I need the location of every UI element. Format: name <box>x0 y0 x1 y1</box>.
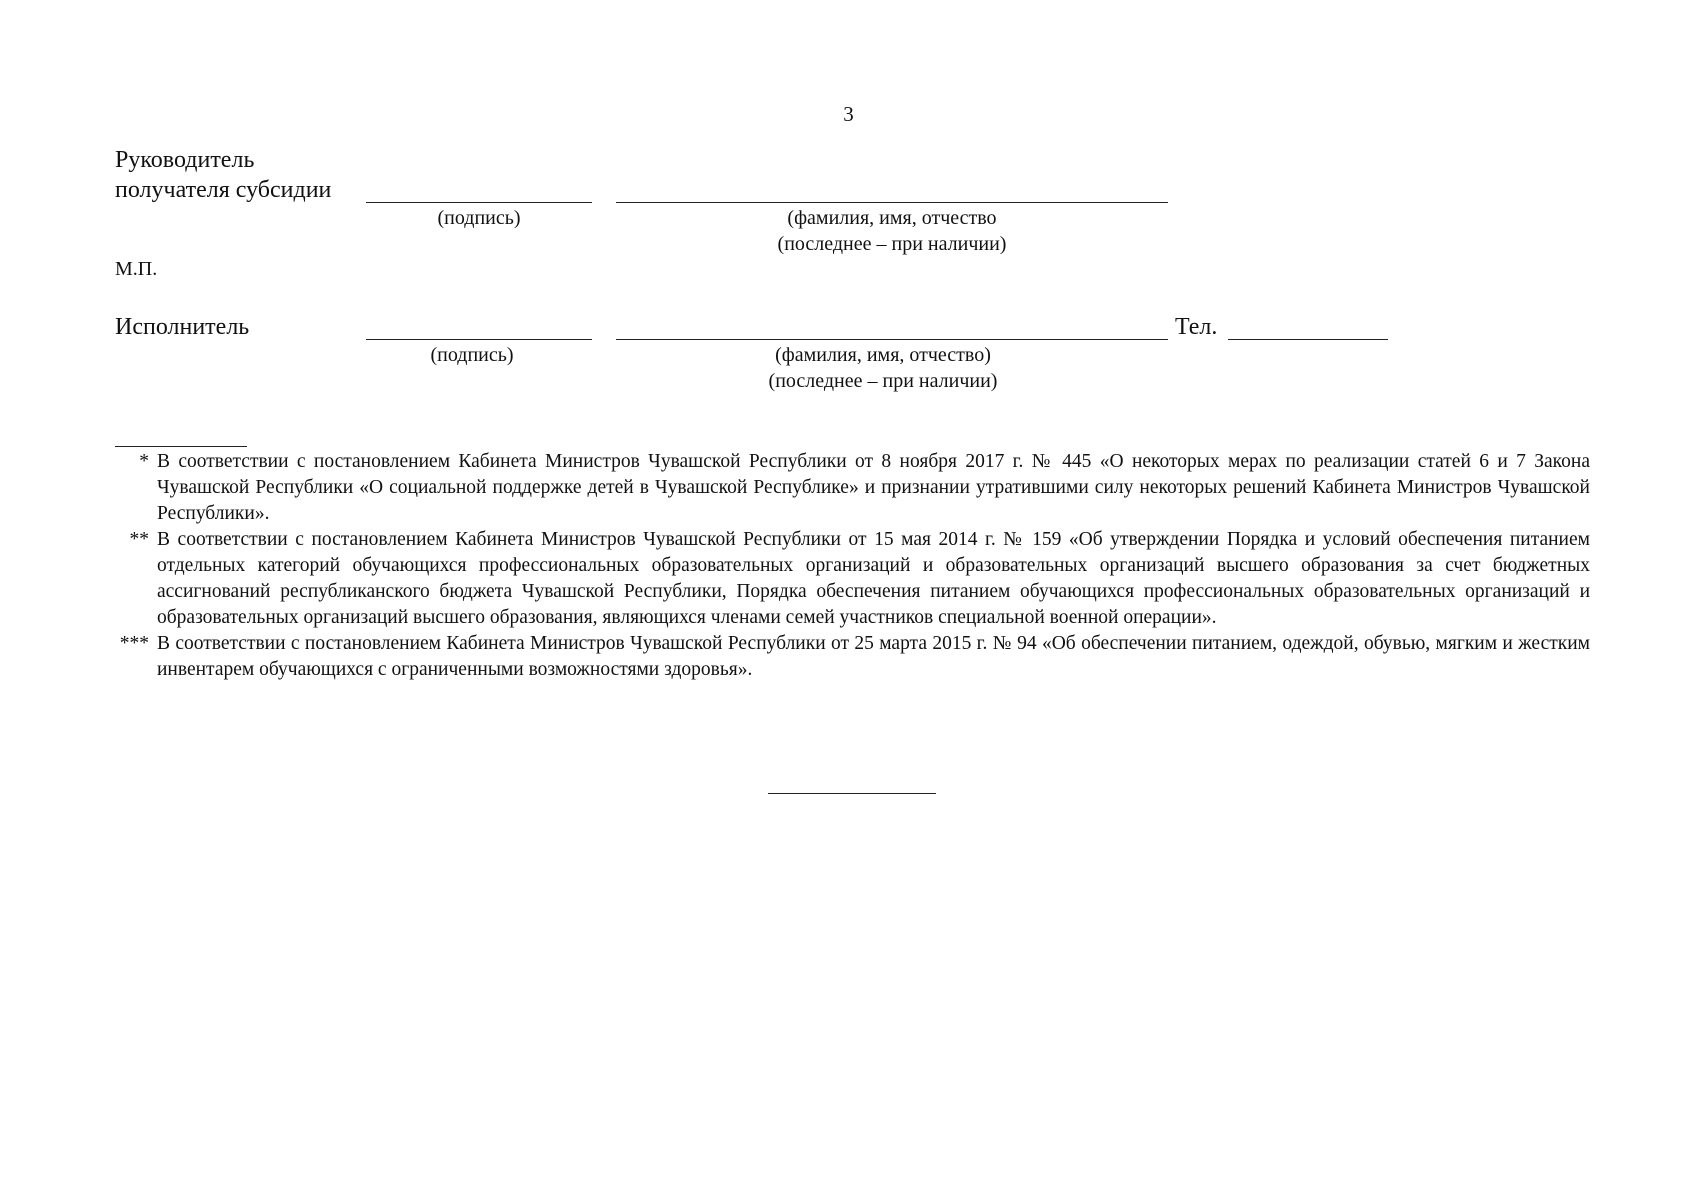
executor-name-caption <box>616 342 1150 394</box>
footnote-text: В соответствии с постановлением Кабинета Министров Чувашской Республики от 15 мая 2014 г. № 159 «Об утверждении Порядка и условий обеспечения питанием отдельных категорий обучающихся профессиональных образовательных организаций и образовательных организаций высшего образования за счет бюджетных ассигнований республиканского бюджета Чувашской Республики, Порядка обеспечения питанием обучающихся профессиональных образовательных организаций и образовательных организаций высшего образования, являющихся членами семей участников специальной военной операции». <box>157 529 1590 628</box>
phone-line <box>1228 339 1388 340</box>
executor-name-caption-line1: (фамилия, имя, отчество) <box>775 344 991 366</box>
executor-name-caption-line2: (последнее – при наличии) <box>768 370 998 392</box>
executor-signature-caption: (подпись) <box>430 344 514 366</box>
footnote-text: В соответствии с постановлением Кабинета Министров Чувашской Республики от 8 ноября 2017 г. № 445 «О некоторых мерах по реализации статей 6 и 7 Закона Чувашской Республики «О социальной поддержке детей в Чувашской Республике» и признании утратившими силу некоторых решений Кабинета Министров Чувашской Республики». <box>157 451 1590 524</box>
phone-label: Тел. <box>1175 314 1218 340</box>
head-signature-caption: (подпись) <box>437 207 521 229</box>
footnote-2 <box>115 527 1590 631</box>
footnote-marker: *** <box>119 633 149 654</box>
head-title-line2: получателя субсидии <box>115 177 332 203</box>
seal-mark: М.П. <box>115 258 158 280</box>
head-signature-line <box>366 202 592 203</box>
head-title-line1: Руководитель <box>115 147 255 173</box>
head-name-caption-line2: (последнее – при наличии) <box>777 233 1007 255</box>
footnote-marker: ** <box>129 529 149 550</box>
executor-name-line <box>616 339 1168 340</box>
footnote-text: В соответствии с постановлением Кабинета Министров Чувашской Республики от 25 марта 2015 г. № 94 «Об обеспечении питанием, одеждой, обувью, мягким и жестким инвентарем обучающихся с ограниченными возможностями здоровья». <box>157 633 1590 680</box>
head-name-caption-line1: (фамилия, имя, отчество <box>787 207 997 229</box>
head-name-line <box>616 202 1168 203</box>
footnote-separator <box>115 446 247 447</box>
page-number: 3 <box>843 102 854 126</box>
footnote-3 <box>115 631 1590 683</box>
end-of-document-rule <box>768 793 936 794</box>
head-name-caption <box>616 205 1168 257</box>
executor-signature-line <box>366 339 592 340</box>
footnotes <box>115 449 1590 683</box>
footnote-marker: * <box>139 451 149 472</box>
executor-label: Исполнитель <box>115 314 250 340</box>
footnote-1 <box>115 449 1590 527</box>
